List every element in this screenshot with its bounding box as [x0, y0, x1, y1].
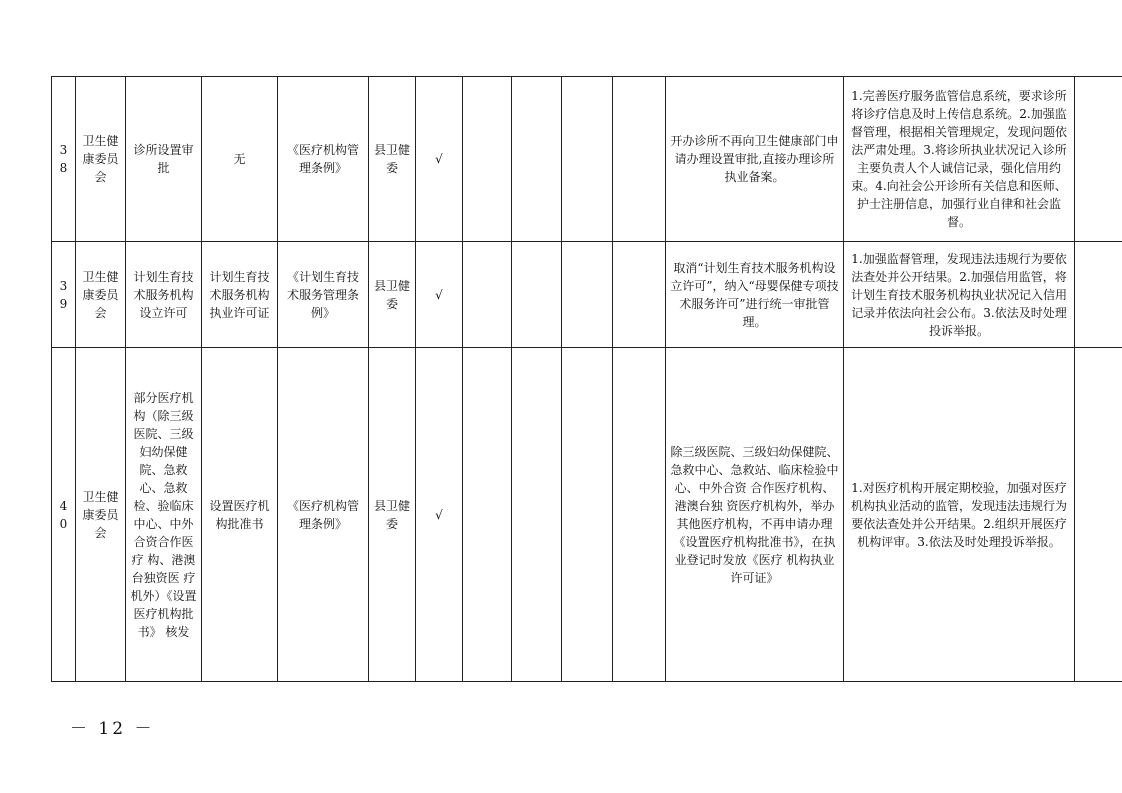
legal-basis-cell: 《医疗机构管理条例》: [278, 348, 369, 682]
empty-cell: [1075, 242, 1122, 348]
item-name-cell: 部分医疗机构（除三级医院、三级妇幼保健院、急救心、急救检、验临床中心、中外合资合作医疗 构、港澳台独资医 疗机外）《设置医疗机构批书》 核发: [126, 348, 202, 682]
table-row: [52, 348, 1122, 682]
reform-items-table: [51, 76, 1122, 682]
approving-organ-cell: 县卫健委: [369, 242, 416, 348]
empty-cell: [463, 77, 512, 242]
empty-cell: [562, 348, 613, 682]
row-number: 40: [52, 348, 76, 682]
reform-measure-cell: 除三级医院、三级妇幼保健院、急救中心、急救站、临床检验中心、中外合资 合作医疗机构、港澳台独 资医疗机构外，举办其他医疗机构，不再申请办理《设置医疗机构批准书》，在执业登记时发放《医疗 机构执业许可证》: [666, 348, 844, 682]
page-number: － 12 －: [70, 719, 155, 739]
legal-basis-cell: 《医疗机构管理条例》: [278, 77, 369, 242]
empty-cell: [562, 242, 613, 348]
supervision-measure-cell: 1.对医疗机构开展定期校验，加强对医疗机构执业活动的监管，发现违法违规行为要依法查处并公开结果。2.组织开展医疗机构评审。3.依法及时处理投诉举报。: [844, 348, 1075, 682]
table-row: [52, 242, 1122, 348]
check-mark-cell: √: [416, 242, 463, 348]
empty-cell: [613, 348, 666, 682]
empty-cell: [613, 242, 666, 348]
approving-organ-cell: 县卫健委: [369, 77, 416, 242]
row-number: 38: [52, 77, 76, 242]
empty-cell: [463, 242, 512, 348]
department-cell: 卫生健康委员会: [76, 242, 126, 348]
supervision-measure-cell: 1.加强监督管理，发现违法违规行为要依法查处并公开结果。2.加强信用监管，将计划生育技术服务机构执业状况记入信用记录并依法向社会公布。3.依法及时处理投诉举报。: [844, 242, 1075, 348]
department-cell: 卫生健康委员会: [76, 77, 126, 242]
item-name-cell: 计划生育技术服务机构设立许可: [126, 242, 202, 348]
empty-cell: [463, 348, 512, 682]
item-name-cell: 诊所设置审批: [126, 77, 202, 242]
permit-name-cell: 计划生育技术服务机构执业许可证: [202, 242, 278, 348]
reform-measure-cell: 开办诊所不再向卫生健康部门申请办理设置审批,直接办理诊所执业备案。: [666, 77, 844, 242]
empty-cell: [512, 242, 562, 348]
row-number: 39: [52, 242, 76, 348]
empty-cell: [512, 77, 562, 242]
empty-cell: [562, 77, 613, 242]
empty-cell: [613, 77, 666, 242]
supervision-measure-cell: 1.完善医疗服务监管信息系统，要求诊所将诊疗信息及时上传信息系统。2.加强监督管理，根据相关管理规定，发现问题依法严肃处理。3.将诊所执业状况记入诊所主要负责人个人诚信记录，强化信用约束。4.向社会公开诊所有关信息和医师、护士注册信息，加强行业自律和社会监督。: [844, 77, 1075, 242]
empty-cell: [1075, 77, 1122, 242]
check-mark-cell: √: [416, 348, 463, 682]
empty-cell: [512, 348, 562, 682]
reform-measure-cell: 取消“计划生育技术服务机构设立许可”，纳入“母婴保健专项技术服务许可”进行统一审批管理。: [666, 242, 844, 348]
department-cell: 卫生健康委员会: [76, 348, 126, 682]
permit-name-cell: 设置医疗机 构批准书: [202, 348, 278, 682]
permit-name-cell: 无: [202, 77, 278, 242]
empty-cell: [1075, 348, 1122, 682]
legal-basis-cell: 《计划生育技术服务管理条例》: [278, 242, 369, 348]
approving-organ-cell: 县卫健委: [369, 348, 416, 682]
check-mark-cell: √: [416, 77, 463, 242]
table-row: [52, 77, 1122, 242]
